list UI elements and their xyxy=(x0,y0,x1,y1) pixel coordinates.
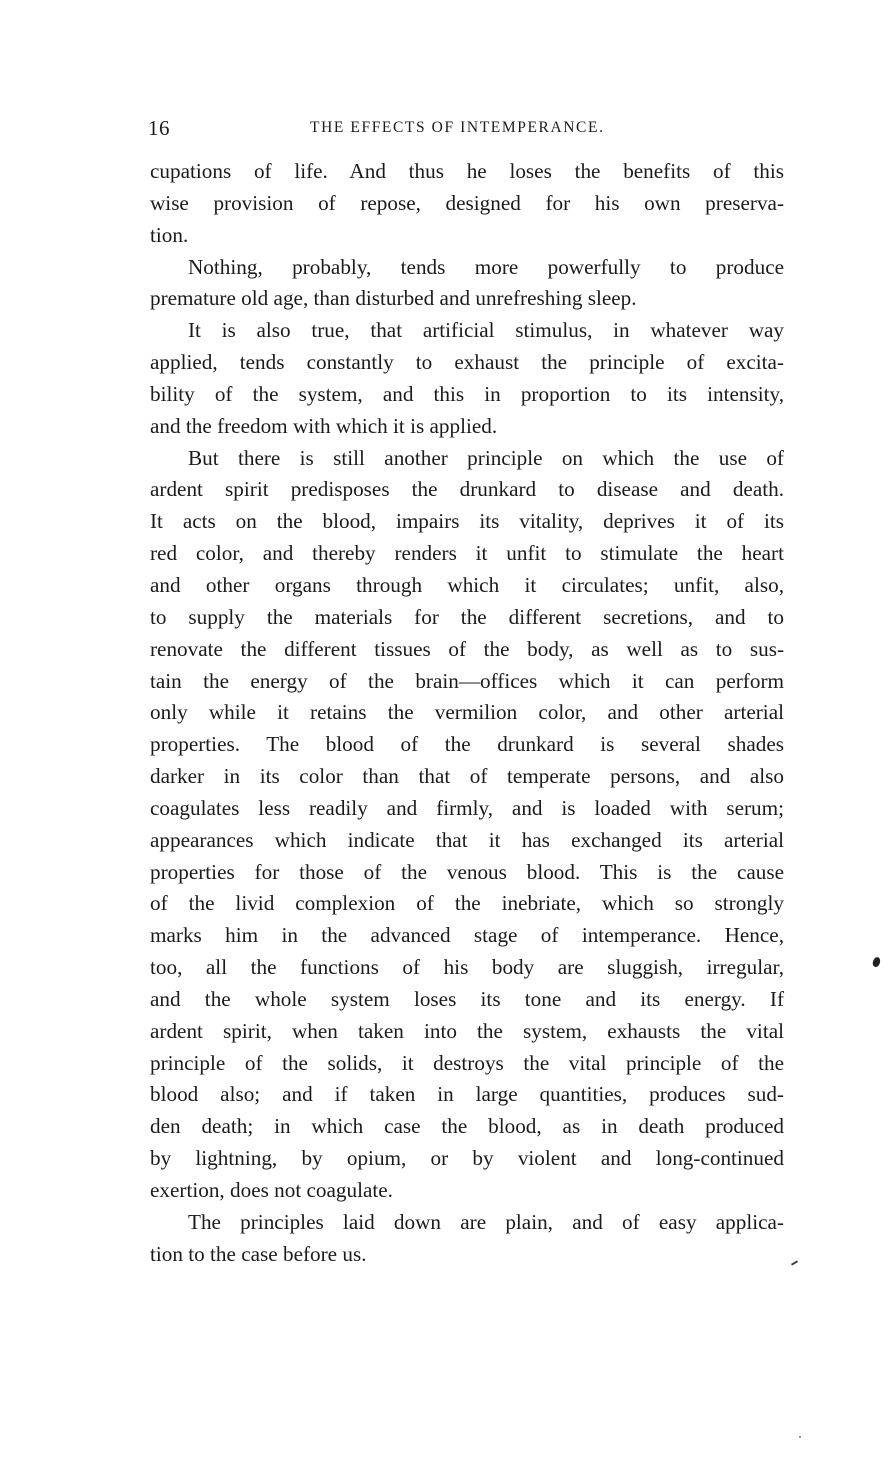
text-line: and other organs through which it circulates; unfit, also, xyxy=(150,572,784,597)
text-line: tion. xyxy=(150,222,189,247)
text-line: applied, tends constantly to exhaust the principle of excita- xyxy=(150,350,784,375)
text-line: properties for those of the venous blood. This is the cause xyxy=(150,859,784,884)
text-line: properties. The blood of the drunkard is several shades xyxy=(150,732,784,757)
text-line: wise provision of repose, designed for his own preserva- xyxy=(150,190,784,215)
text-line: cupations of life. And thus he loses the benefits of this xyxy=(150,159,784,183)
text-line: too, all the functions of his body are sluggish, irregular, xyxy=(150,955,784,980)
text-line: darker in its color than that of temperate persons, and also xyxy=(150,764,784,789)
text-line: coagulates less readily and firmly, and is loaded with serum; xyxy=(150,795,784,820)
text-line: to supply the materials for the different secretions, and to xyxy=(150,604,784,629)
text-line: ardent spirit predisposes the drunkard to disease and death. xyxy=(150,477,784,502)
body-text xyxy=(150,156,784,1271)
text-line: by lightning, by opium, or by violent and long-continued xyxy=(150,1146,784,1171)
text-line: Nothing, probably, tends more powerfully to produce xyxy=(188,254,784,279)
paragraph-3 xyxy=(150,315,784,442)
paragraph-5 xyxy=(150,1207,784,1271)
text-line: bility of the system, and this in proportion to its intensity, xyxy=(150,381,784,406)
text-line: It acts on the blood, impairs its vitality, deprives it of its xyxy=(150,509,784,534)
text-line: red color, and thereby renders it unfit to stimulate the heart xyxy=(150,541,784,566)
paragraph-4 xyxy=(150,443,784,1207)
page-number: 16 xyxy=(148,116,170,140)
text-line: tain the energy of the brain—offices which it can perform xyxy=(150,668,784,693)
text-line: The principles laid down are plain, and of easy applica- xyxy=(188,1209,784,1234)
ink-speck xyxy=(791,1260,798,1265)
ink-blot-mark xyxy=(872,956,882,968)
text-line: only while it retains the vermilion color, and other arterial xyxy=(150,700,784,725)
text-line: den death; in which case the blood, as in death produced xyxy=(150,1114,784,1139)
text-line: principle of the solids, it destroys the vital principle of the xyxy=(150,1050,784,1075)
text-line: and the freedom with which it is applied. xyxy=(150,413,498,438)
running-title: THE EFFECTS OF INTEMPERANCE. xyxy=(310,119,605,136)
text-line: renovate the different tissues of the body, as well as to sus- xyxy=(150,636,784,661)
text-line: ardent spirit, when taken into the system, exhausts the vital xyxy=(150,1018,784,1043)
paragraph-1 xyxy=(150,156,784,252)
text-line: of the livid complexion of the inebriate, which so strongly xyxy=(150,891,784,916)
text-line: blood also; and if taken in large quantities, produces sud- xyxy=(150,1082,784,1107)
text-line: appearances which indicate that it has exchanged its arterial xyxy=(150,827,784,852)
running-head xyxy=(148,116,784,140)
paragraph-2 xyxy=(150,252,784,316)
text-line: exertion, does not coagulate. xyxy=(150,1178,393,1202)
text-line: and the whole system loses its tone and its energy. If xyxy=(150,986,784,1011)
text-line: tion to the case before us. xyxy=(150,1241,367,1266)
ink-speck xyxy=(799,1436,801,1438)
text-line: It is also true, that artificial stimulus, in whatever way xyxy=(188,318,784,343)
text-line: premature old age, than disturbed and unrefreshing sleep. xyxy=(150,286,637,311)
text-line: marks him in the advanced stage of intemperance. Hence, xyxy=(150,923,784,948)
text-line: But there is still another principle on which the use of xyxy=(188,445,784,470)
